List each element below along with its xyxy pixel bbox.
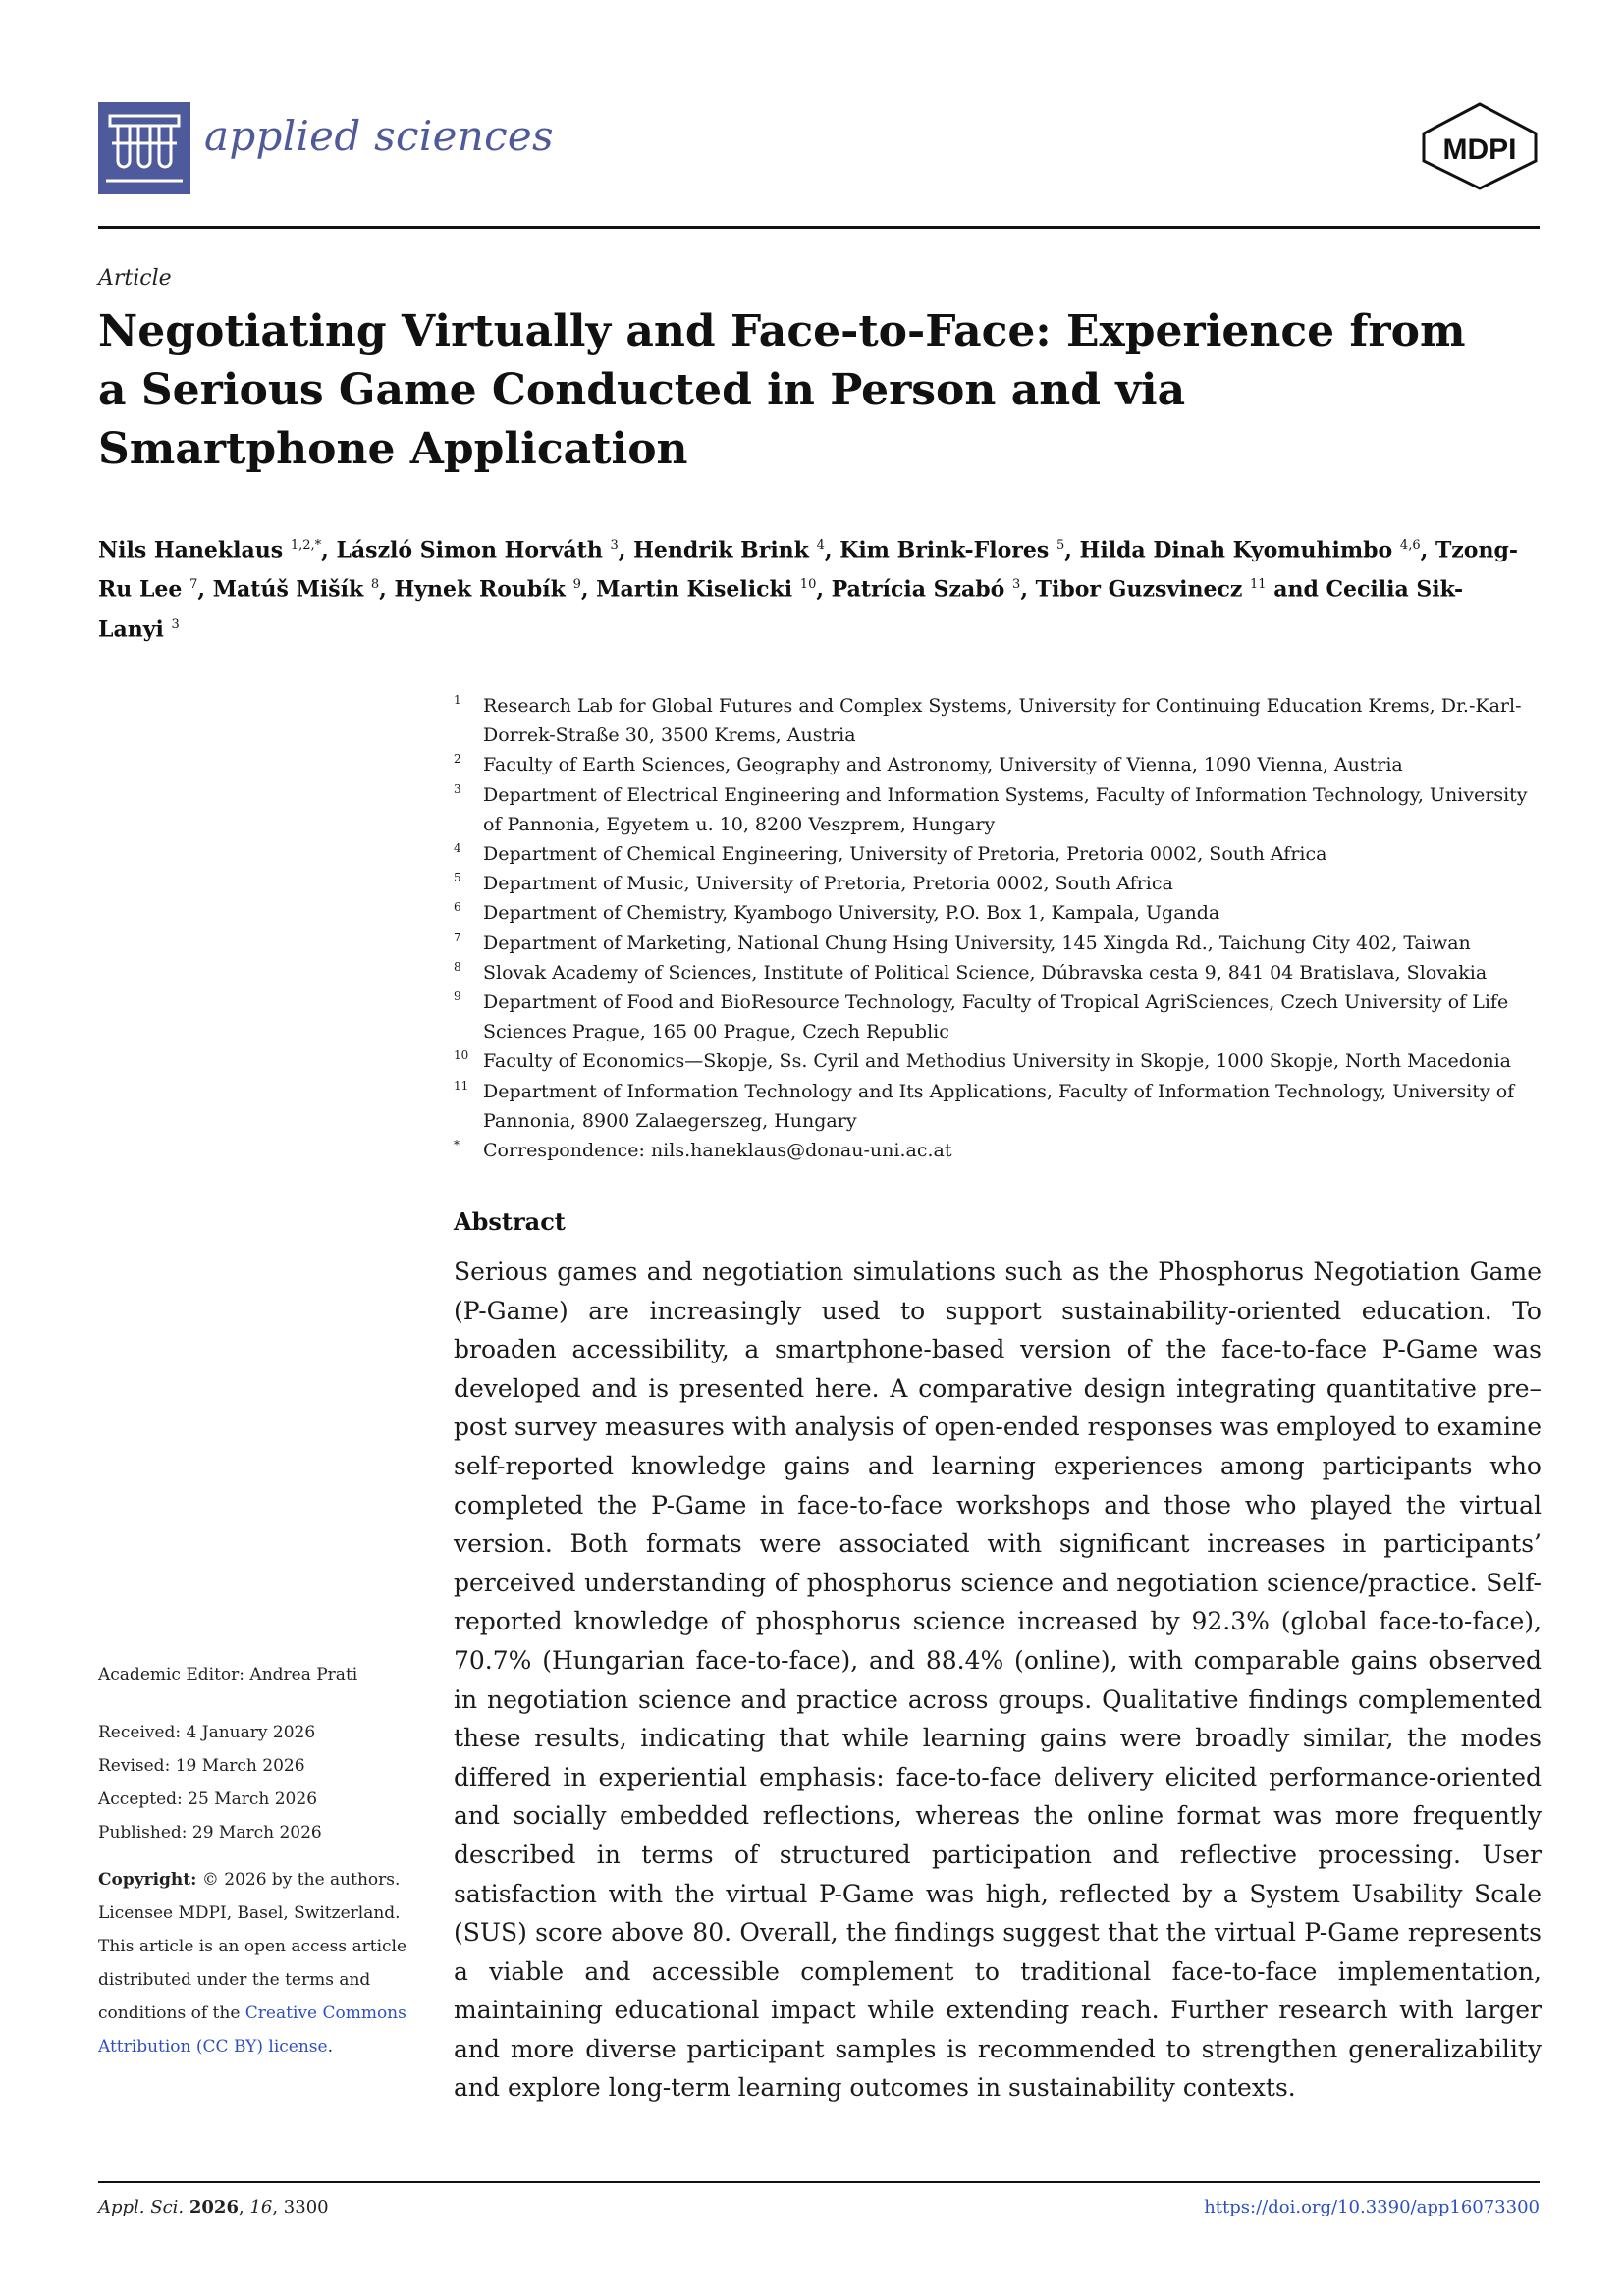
author-affiliation-marker: 7 bbox=[189, 577, 198, 593]
affiliation-text: Department of Music, University of Pretoria, Pretoria 0002, South Africa bbox=[483, 873, 1173, 895]
author-affiliation-marker: 9 bbox=[572, 577, 581, 593]
author[interactable]: Matúš Mišík bbox=[212, 576, 364, 603]
publisher-logo-text: MDPI bbox=[1442, 133, 1517, 166]
revised-date: Revised: 19 March 2026 bbox=[98, 1756, 305, 1776]
affiliation-text: Department of Information Technology and Its Applications, Faculty of Information Technology, University of Pannonia, 8900 Zalaegerszeg, Hungary bbox=[483, 1080, 1515, 1132]
affiliation-text: Department of Chemistry, Kyambogo University, P.O. Box 1, Kampala, Uganda bbox=[483, 902, 1220, 925]
test-tubes-icon bbox=[98, 102, 190, 194]
publication-dates bbox=[98, 1716, 322, 1849]
affiliation-number: 5 bbox=[454, 871, 461, 885]
author-affiliation-marker: 8 bbox=[370, 577, 380, 593]
affiliation-item bbox=[454, 691, 1543, 750]
affiliation-list bbox=[454, 691, 1543, 1165]
affiliation-number: * bbox=[454, 1138, 460, 1152]
author[interactable]: Tzong-Ru Lee bbox=[98, 537, 1518, 603]
published-date: Published: 29 March 2026 bbox=[98, 1823, 322, 1842]
author-affiliation-marker: 3 bbox=[1012, 577, 1021, 593]
received-date: Received: 4 January 2026 bbox=[98, 1723, 316, 1742]
author-affiliation-marker: 5 bbox=[1056, 538, 1065, 553]
affiliation-number: 3 bbox=[454, 781, 461, 796]
author-affiliation-marker: 11 bbox=[1250, 577, 1267, 593]
author[interactable]: Hendrik Brink bbox=[633, 537, 809, 563]
author[interactable]: Nils Haneklaus bbox=[98, 537, 284, 563]
affiliation-number: 4 bbox=[454, 841, 461, 856]
footer-divider bbox=[98, 2181, 1540, 2183]
author[interactable]: László Simon Horváth bbox=[336, 537, 603, 563]
affiliation-item bbox=[454, 1136, 1543, 1165]
author[interactable]: Hynek Roubík bbox=[394, 576, 566, 603]
author[interactable]: Cecilia Sik-Lanyi bbox=[98, 576, 1464, 642]
academic-editor: Academic Editor: Andrea Prati bbox=[98, 1665, 358, 1684]
journal-logo bbox=[98, 102, 190, 194]
affiliation-text: Slovak Academy of Sciences, Institute of Political Science, Dúbravska cesta 9, 841 04 Bratislava, Slovakia bbox=[483, 961, 1488, 984]
author-affiliation-marker: 4 bbox=[816, 538, 825, 553]
abstract-text: Serious games and negotiation simulations such as the Phosphorus Negotiation Game (P-Game) are increasingly used to support sustainability-oriented education. To broaden accessibility, a smartphone-based version of the face-to-face P-Game was developed and is presented here. A comparative design integrating quantitative pre–post survey measures with analysis of open-ended responses was employed to examine self-reported knowledge gains and learning experiences among participants who completed the P-Game in face-to-face workshops and those who played the virtual version. Both formats were associated with significant increases in participants’ perceived understanding of phosphorus science and negotiation science/practice. Self-reported knowledge of phosphorus science increased by 92.3% (global face-to-face), 70.7% (Hungarian face-to-face), and 88.4% (online), with comparable gains observed in negotiation science and practice across groups. Qualitative findings complemented these results, indicating that while learning gains were broadly similar, the modes differed in experiential emphasis: face-to-face delivery elicited performance-oriented and socially embedded reflections, whereas the online format was more frequently described in terms of structured participation and reflective processing. User satisfaction with the virtual P-Game was high, reflected by a System Usability Scale (SUS) score above 80. Overall, the findings suggest that the virtual P-Game represents a viable and accessible complement to traditional face-to-face implementation, maintaining educational impact while extending reach. Further research with larger and more diverse participant samples is recommended to strengthen generalizability and explore long-term learning outcomes in sustainability contexts. bbox=[454, 1257, 1542, 2103]
affiliation-number: 10 bbox=[454, 1048, 469, 1063]
affiliation-item bbox=[454, 1077, 1543, 1136]
affiliation-item bbox=[454, 839, 1543, 869]
affiliation-number: 6 bbox=[454, 900, 461, 915]
affiliation-number: 1 bbox=[454, 693, 461, 707]
citation: Appl. Sci. 2026, 16, 3300 bbox=[98, 2197, 329, 2217]
affiliation-number: 9 bbox=[454, 989, 461, 1004]
affiliation-text: Correspondence: nils.haneklaus@donau-uni.ac.at bbox=[483, 1140, 952, 1162]
license-link[interactable]: Creative Commons Attribution (CC BY) license bbox=[98, 2003, 406, 2056]
affiliation-item bbox=[454, 958, 1543, 988]
citation-year: 2026 bbox=[189, 2197, 239, 2217]
affiliation-item bbox=[454, 780, 1543, 839]
author-affiliation-marker: 10 bbox=[799, 577, 817, 593]
author-affiliation-marker: 3 bbox=[171, 616, 180, 632]
affiliation-number: 2 bbox=[454, 752, 461, 767]
doi-link[interactable]: https://doi.org/10.3390/app16073300 bbox=[1204, 2197, 1540, 2217]
header-divider bbox=[98, 226, 1540, 229]
author[interactable]: Martin Kiselicki bbox=[596, 576, 793, 603]
publisher-logo[interactable] bbox=[1418, 102, 1542, 194]
author[interactable]: Hilda Dinah Kyomuhimbo bbox=[1079, 537, 1393, 563]
author-affiliation-marker: 1,2,* bbox=[290, 538, 322, 553]
affiliation-item bbox=[454, 929, 1543, 958]
affiliation-item bbox=[454, 898, 1543, 928]
author[interactable]: Patrícia Szabó bbox=[831, 576, 1005, 603]
accepted-date: Accepted: 25 March 2026 bbox=[98, 1789, 318, 1809]
journal-abbrev: Appl. Sci. bbox=[98, 2197, 185, 2217]
copyright-notice bbox=[98, 1863, 422, 2063]
journal-name[interactable]: applied sciences bbox=[204, 112, 554, 160]
author-list: Nils Haneklaus $^{1,2,*}$, László Simon Horváth $^3$, Hendrik Brink $^4$, Kim Brink-Flores $^5$, Hilda Dinah Kyomuhimbo $^{4,6}$, Tzong-Ru Lee $^7$, Matúš Mišík $^8$, Hynek Roubík $^9$, Martin Kiselicki $^{10}$, Patrícia Szabó $^3$, Tibor Guzsvinecz $^{11}$ and Cecilia Sik-Lanyi $^3$ bbox=[98, 537, 1518, 642]
copyright-text: © 2026 by the authors. Licensee MDPI, Basel, Switzerland. This article is an open access article distributed under the terms and conditions of the bbox=[98, 1870, 407, 2023]
affiliation-number: 11 bbox=[454, 1078, 469, 1093]
author[interactable]: Tibor Guzsvinecz bbox=[1035, 576, 1243, 603]
affiliation-text: Research Lab for Global Futures and Complex Systems, University for Continuing Education Krems, Dr.-Karl-Dorrek-Straße 30, 3500 Krems, Austria bbox=[483, 695, 1522, 747]
author-affiliation-marker: 4,6 bbox=[1399, 538, 1421, 553]
affiliation-number: 8 bbox=[454, 959, 461, 974]
citation-volume: 16 bbox=[249, 2197, 273, 2217]
affiliation-text: Department of Marketing, National Chung Hsing University, 145 Xingda Rd., Taichung City 402, Taiwan bbox=[483, 932, 1471, 954]
abstract-heading: Abstract bbox=[454, 1207, 566, 1236]
article-number: 3300 bbox=[283, 2197, 329, 2217]
affiliation-item bbox=[454, 869, 1543, 898]
affiliation-item bbox=[454, 750, 1543, 779]
affiliation-text: Faculty of Earth Sciences, Geography and Astronomy, University of Vienna, 1090 Vienna, Austria bbox=[483, 754, 1403, 776]
affiliation-item bbox=[454, 988, 1543, 1046]
copyright-label: Copyright: bbox=[98, 1870, 197, 1890]
author-affiliation-marker: 3 bbox=[610, 538, 619, 553]
affiliation-text: Department of Chemical Engineering, University of Pretoria, Pretoria 0002, South Africa bbox=[483, 843, 1327, 866]
article-type: Article bbox=[98, 266, 172, 291]
affiliation-text: Department of Food and BioResource Technology, Faculty of Tropical AgriSciences, Czech University of Life Sciences Prague, 165 00 Prague, Czech Republic bbox=[483, 991, 1509, 1043]
article-title: Negotiating Virtually and Face-to-Face: Experience from a Serious Game Conducted in Person and via Smartphone Application bbox=[98, 306, 1466, 474]
affiliation-text: Department of Electrical Engineering and Information Systems, Faculty of Information Technology, University of Pannonia, Egyetem u. 10, 8200 Veszprem, Hungary bbox=[483, 783, 1528, 835]
author[interactable]: Kim Brink-Flores bbox=[839, 537, 1050, 563]
affiliation-text: Faculty of Economics—Skopje, Ss. Cyril and Methodius University in Skopje, 1000 Skopje, North Macedonia bbox=[483, 1050, 1512, 1073]
license-suffix: . bbox=[327, 2037, 333, 2056]
affiliation-number: 7 bbox=[454, 930, 461, 944]
affiliation-item bbox=[454, 1046, 1543, 1076]
